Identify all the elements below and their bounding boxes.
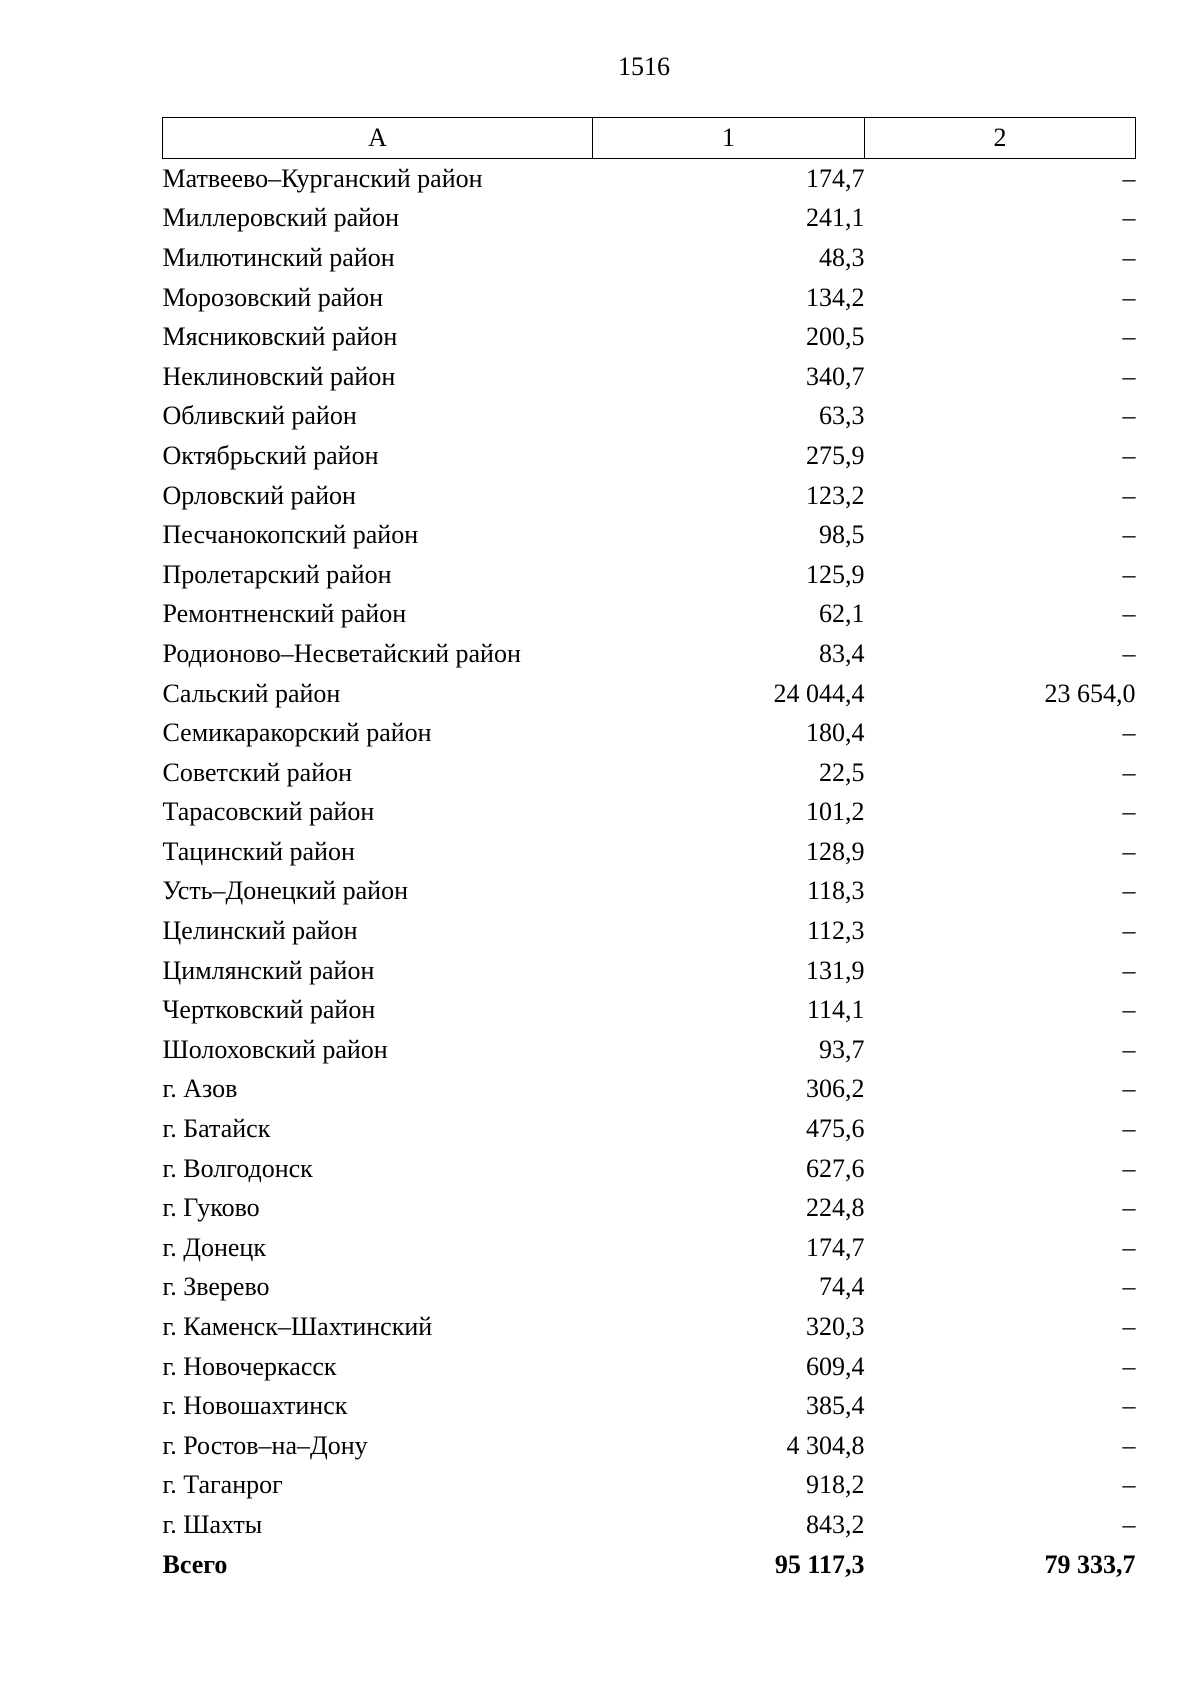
row-label: г. Шахты <box>162 1509 263 1539</box>
value-col-2: – <box>1122 836 1136 866</box>
table-row <box>163 555 1136 595</box>
row-label: Родионово–Несветайский район <box>162 638 521 668</box>
value-col-1: 134,2 <box>806 282 865 312</box>
row-label: г. Новочеркасск <box>162 1351 337 1381</box>
value-col-1: 174,7 <box>806 163 865 193</box>
row-label: г. Гуково <box>162 1193 260 1223</box>
column-header-2: 2 <box>865 118 1136 159</box>
table-row <box>163 1426 1136 1466</box>
row-label: Обливский район <box>162 401 357 431</box>
value-col-2: 23 654,0 <box>1044 678 1136 708</box>
value-col-1: 48,3 <box>819 242 865 272</box>
value-col-2: – <box>1122 995 1136 1025</box>
page-number: 1516 <box>618 52 670 81</box>
row-label: г. Зверево <box>162 1272 270 1302</box>
table-row <box>163 436 1136 476</box>
table-row <box>163 1030 1136 1070</box>
table-row <box>163 1149 1136 1189</box>
value-col-1: 200,5 <box>806 322 865 352</box>
value-col-2: – <box>1122 242 1136 272</box>
data-table <box>162 117 1136 1584</box>
row-label: Неклиновский район <box>162 361 396 391</box>
table-row <box>163 753 1136 793</box>
row-label: Советский район <box>162 757 353 787</box>
value-col-1: 174,7 <box>806 1232 865 1262</box>
table-row <box>163 397 1136 437</box>
table-row <box>163 199 1136 239</box>
header-row <box>163 118 1136 159</box>
column-header-a: А <box>163 118 593 159</box>
row-label: Тацинский район <box>162 836 355 866</box>
row-label: Песчанокопский район <box>162 520 419 550</box>
value-col-2: – <box>1122 322 1136 352</box>
value-col-2: – <box>1122 1153 1136 1183</box>
table-row <box>163 674 1136 714</box>
row-label: г. Каменск–Шахтинский <box>162 1312 433 1342</box>
value-col-2: – <box>1122 559 1136 589</box>
row-label: г. Азов <box>162 1074 238 1104</box>
row-label: Чертковский район <box>162 995 376 1025</box>
row-label: Миллеровский район <box>162 203 400 233</box>
value-col-2: – <box>1122 599 1136 629</box>
row-label: г. Батайск <box>162 1114 271 1144</box>
total-col-1: 95 117,3 <box>774 1549 865 1579</box>
row-label: г. Новошахтинск <box>162 1391 348 1421</box>
value-col-1: 4 304,8 <box>786 1430 865 1460</box>
value-col-1: 125,9 <box>806 559 865 589</box>
value-col-2: – <box>1122 1430 1136 1460</box>
value-col-1: 918,2 <box>806 1470 865 1500</box>
table-row <box>163 1268 1136 1308</box>
table-row <box>163 713 1136 753</box>
table-row <box>163 278 1136 318</box>
row-label: Сальский район <box>162 678 341 708</box>
value-col-1: 340,7 <box>806 361 865 391</box>
value-col-1: 101,2 <box>806 797 865 827</box>
row-label: Цимлянский район <box>162 955 375 985</box>
table-row <box>163 1386 1136 1426</box>
table-row <box>163 1070 1136 1110</box>
value-col-1: 224,8 <box>806 1193 865 1223</box>
value-col-2: – <box>1122 955 1136 985</box>
value-col-2: – <box>1122 1034 1136 1064</box>
row-label: Мясниковский район <box>162 322 398 352</box>
value-col-1: 123,2 <box>806 480 865 510</box>
column-header-1: 1 <box>593 118 865 159</box>
value-col-1: 63,3 <box>819 401 865 431</box>
value-col-1: 320,3 <box>806 1312 865 1342</box>
value-col-2: – <box>1122 1351 1136 1381</box>
table-row <box>163 317 1136 357</box>
row-label: Семикаракорский район <box>162 718 432 748</box>
value-col-2: – <box>1122 797 1136 827</box>
value-col-1: 62,1 <box>819 599 865 629</box>
value-col-1: 22,5 <box>819 757 865 787</box>
table-row <box>163 1307 1136 1347</box>
value-col-1: 180,4 <box>806 718 865 748</box>
table-row <box>163 159 1136 199</box>
row-label: Матвеево–Курганский район <box>162 163 483 193</box>
row-label: Октябрьский район <box>162 440 379 470</box>
value-col-1: 128,9 <box>806 836 865 866</box>
table-row <box>163 515 1136 555</box>
table-row <box>163 832 1136 872</box>
value-col-2: – <box>1122 440 1136 470</box>
value-col-2: – <box>1122 361 1136 391</box>
row-label: г. Таганрог <box>162 1470 283 1500</box>
table-row <box>163 1505 1136 1545</box>
row-label: г. Донецк <box>162 1232 266 1262</box>
value-col-2: – <box>1122 757 1136 787</box>
value-col-2: – <box>1122 520 1136 550</box>
value-col-1: 98,5 <box>819 520 865 550</box>
table-row <box>163 1188 1136 1228</box>
value-col-2: – <box>1122 718 1136 748</box>
row-label: Шолоховский район <box>162 1034 388 1064</box>
total-row <box>163 1545 1136 1585</box>
value-col-1: 24 044,4 <box>773 678 865 708</box>
table-row <box>163 634 1136 674</box>
table-row <box>163 595 1136 635</box>
value-col-1: 114,1 <box>806 995 865 1025</box>
value-col-1: 609,4 <box>806 1351 865 1381</box>
table-row <box>163 238 1136 278</box>
row-label: Ремонтненский район <box>162 599 407 629</box>
value-col-2: – <box>1122 1232 1136 1262</box>
table-row <box>163 872 1136 912</box>
value-col-2: – <box>1122 1193 1136 1223</box>
value-col-2: – <box>1122 1114 1136 1144</box>
value-col-1: 843,2 <box>806 1509 865 1539</box>
table-row <box>163 1228 1136 1268</box>
value-col-1: 627,6 <box>806 1153 865 1183</box>
table-row <box>163 793 1136 833</box>
row-label: Морозовский район <box>162 282 384 312</box>
value-col-2: – <box>1122 401 1136 431</box>
table-row <box>163 1109 1136 1149</box>
table-row <box>163 357 1136 397</box>
row-label: г. Волгодонск <box>162 1153 313 1183</box>
value-col-1: 306,2 <box>806 1074 865 1104</box>
value-col-2: – <box>1122 282 1136 312</box>
row-label: Усть–Донецкий район <box>162 876 408 906</box>
value-col-2: – <box>1122 916 1136 946</box>
total-label: Всего <box>162 1549 228 1579</box>
value-col-1: 275,9 <box>806 440 865 470</box>
row-label: Пролетарский район <box>162 559 392 589</box>
value-col-1: 83,4 <box>819 638 865 668</box>
table-row <box>163 951 1136 991</box>
value-col-2: – <box>1122 163 1136 193</box>
value-col-1: 118,3 <box>806 876 865 906</box>
value-col-1: 74,4 <box>819 1272 865 1302</box>
row-label: Милютинский район <box>162 242 395 272</box>
table-row <box>163 911 1136 951</box>
table-row <box>163 476 1136 516</box>
value-col-1: 131,9 <box>806 955 865 985</box>
value-col-1: 112,3 <box>806 916 865 946</box>
value-col-2: – <box>1122 638 1136 668</box>
value-col-2: – <box>1122 1391 1136 1421</box>
value-col-2: – <box>1122 1509 1136 1539</box>
table-row <box>163 1347 1136 1387</box>
table-row <box>163 1466 1136 1506</box>
table-body <box>163 159 1136 1585</box>
table-row <box>163 990 1136 1030</box>
value-col-1: 475,6 <box>806 1114 865 1144</box>
total-col-2: 79 333,7 <box>1044 1549 1136 1579</box>
value-col-2: – <box>1122 203 1136 233</box>
row-label: Тарасовский район <box>162 797 375 827</box>
row-label: Целинский район <box>162 916 358 946</box>
value-col-2: – <box>1122 1074 1136 1104</box>
value-col-1: 385,4 <box>806 1391 865 1421</box>
value-col-2: – <box>1122 480 1136 510</box>
value-col-2: – <box>1122 1312 1136 1342</box>
value-col-1: 93,7 <box>819 1034 865 1064</box>
value-col-2: – <box>1122 1470 1136 1500</box>
value-col-2: – <box>1122 1272 1136 1302</box>
row-label: Орловский район <box>162 480 356 510</box>
value-col-1: 241,1 <box>806 203 865 233</box>
row-label: г. Ростов–на–Дону <box>162 1430 368 1460</box>
value-col-2: – <box>1122 876 1136 906</box>
